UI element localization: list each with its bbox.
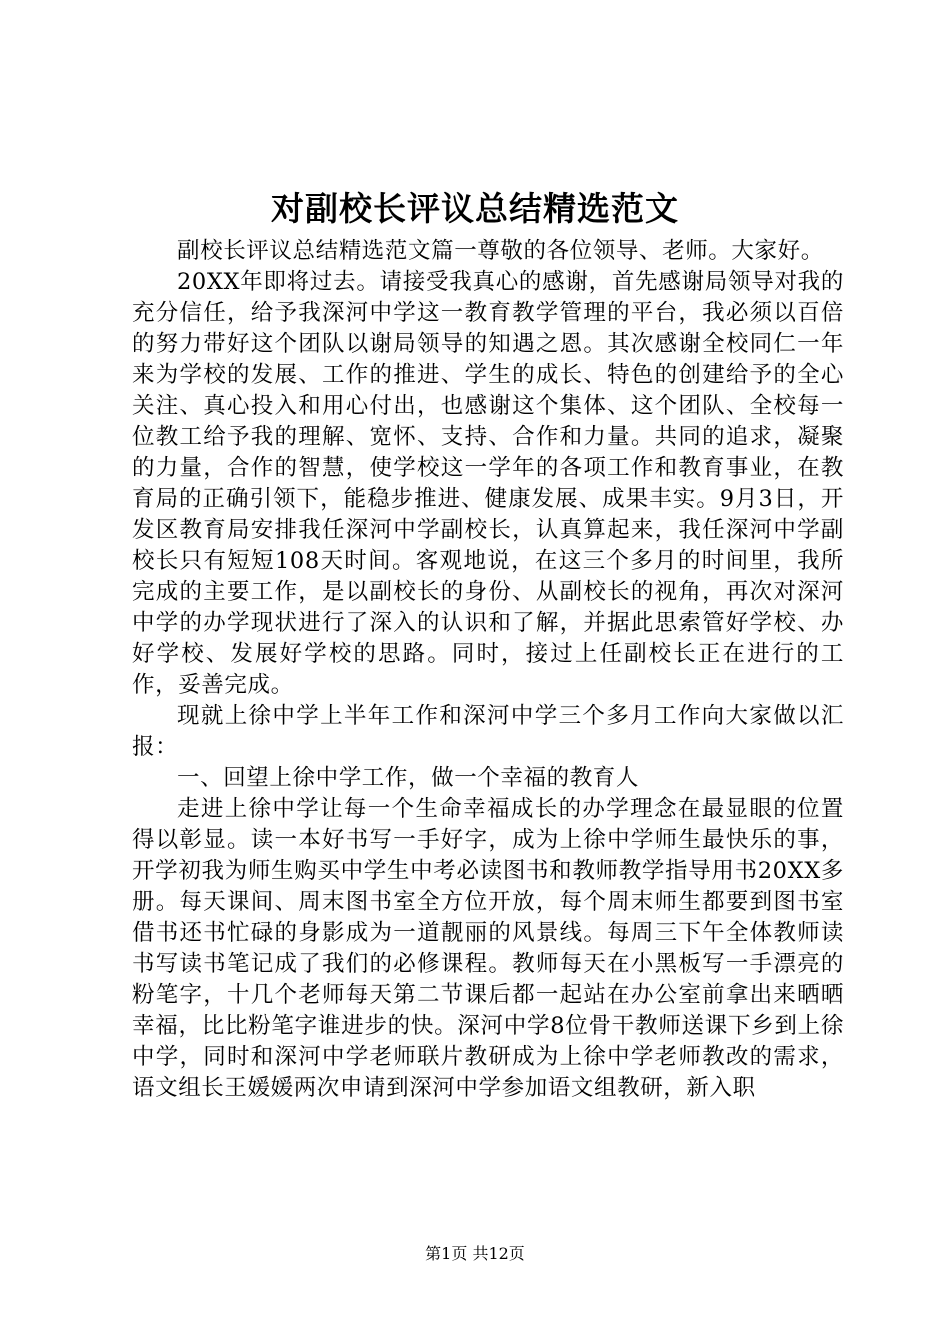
paragraph-report-intro: 现就上徐中学上半年工作和深河中学三个多月工作向大家做以汇报： [132, 703, 844, 760]
document-body [132, 236, 844, 1104]
document-title: 对副校长评议总结精选范文 [271, 189, 679, 228]
page-number-footer: 第1页 共12页 [425, 1244, 525, 1263]
paragraph-greeting: 副校长评议总结精选范文篇一尊敬的各位领导、老师。大家好。 [177, 238, 824, 264]
paragraph-thanks: 20XX年即将过去。请接受我真心的感谢，首先感谢局领导对我的充分信任，给予我深河中学这一教育教学管理的平台，我必须以百倍的努力带好这个团队以谢局领导的知遇之恩。其次感谢全校同仁一年来为学校的发展、工作的推进、学生的成长、特色的创建给予的全心关注、真心投入和用心付出，也感谢这个集体、这个团队、全校每一位教工给予我的理解、宽怀、支持、合作和力量。共同的追求，凝聚的力量，合作的智慧，使学校这一学年的各项工作和教育事业，在教育局的正确引领下，能稳步推进、健康发展、成果丰实。9月3日，开发区教育局安排我任深河中学副校长，认真算起来，我任深河中学副校长只有短短108天时间。客观地说，在这三个多月的时间里，我所完成的主要工作，是以副校长的身份、从副校长的视角，再次对深河中学的办学现状进行了深入的认识和了解，并据此思索管好学校、办好学校、发展好学校的思路。同时，接过上任副校长正在进行的工作，妥善完成。 [132, 269, 844, 698]
section-heading-1: 一、回望上徐中学工作，做一个幸福的教育人 [177, 765, 640, 791]
paragraph-shangxu-work: 走进上徐中学让每一个生命幸福成长的办学理念在最显眼的位置得以彰显。读一本好书写一手好字，成为上徐中学师生最快乐的事，开学初我为师生购买中学生中考必读图书和教师教学指导用书20XX多册。每天课间、周末图书室全方位开放，每个周末师生都要到图书室借书还书忙碌的身影成为一道靓丽的风景线。每周三下午全体教师读书写读书笔记成了我们的必修课程。教师每天在小黑板写一手漂亮的粉笔字，十几个老师每天第二节课后都一起站在办公室前拿出来晒晒幸福，比比粉笔字谁进步的快。深河中学8位骨干教师送课下乡到上徐中学，同时和深河中学老师联片教研成为上徐中学老师教改的需求，语文组长王媛媛两次申请到深河中学参加语文组教研，新入职 [132, 796, 844, 1101]
